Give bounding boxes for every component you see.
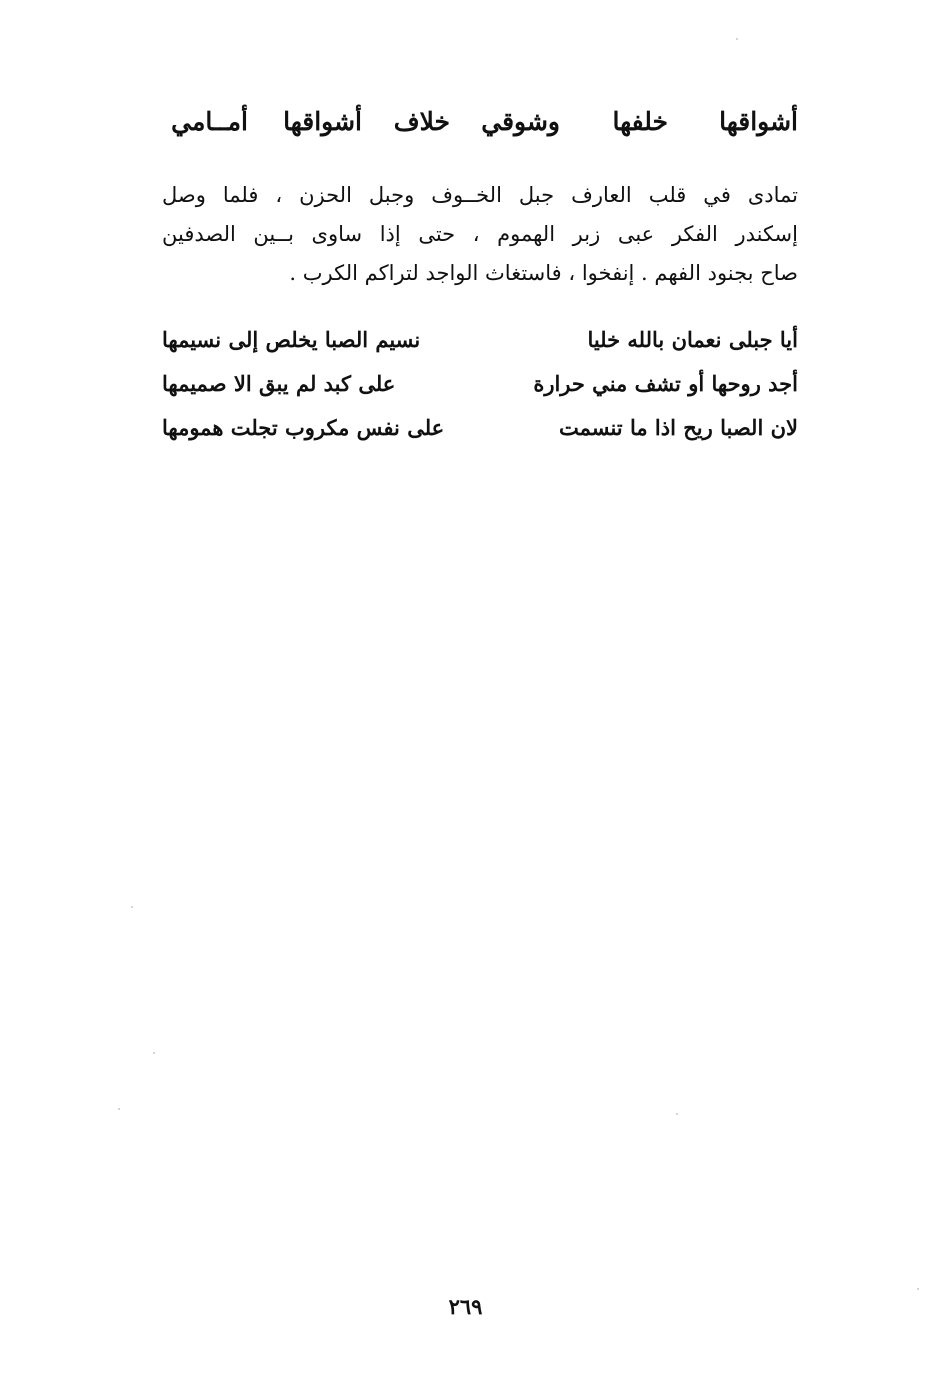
- verse: [162, 406, 798, 450]
- heading-word: خلاف: [393, 107, 450, 136]
- heading-word: أشواقها: [283, 107, 362, 136]
- scan-speck: [917, 1288, 919, 1290]
- verse: [162, 362, 798, 406]
- prose-line: تمادى في قلب العارف جبل الخــوف وجبل الحزن ، فلما وصل: [162, 183, 798, 207]
- verse-second-hemistich: على كبد لم يبق الا صميمها: [162, 371, 396, 396]
- prose-paragraph: [162, 176, 798, 293]
- verse-first-hemistich: أجد روحها أو تشف مني حرارة: [533, 371, 798, 396]
- heading-word: خلفها: [612, 107, 668, 136]
- prose-line: صاح بجنود الفهم . إنفخوا ، فاستغاث الواجد لتراكم الكرب .: [289, 261, 798, 285]
- scan-speck: [118, 1108, 120, 1110]
- heading-word: وشوقي: [481, 107, 560, 136]
- verse: [162, 318, 798, 362]
- scan-speck: [736, 38, 738, 40]
- scan-speck: [676, 1113, 678, 1115]
- verse-heading: [162, 100, 798, 144]
- page-number: ٢٦٩: [448, 1294, 483, 1319]
- scan-speck: [153, 1052, 155, 1054]
- heading-word: أمــامي: [171, 107, 248, 136]
- scan-speck: [131, 906, 133, 908]
- verse-first-hemistich: أيا جبلى نعمان بالله خليا: [587, 327, 798, 352]
- verse-second-hemistich: على نفس مكروب تجلت همومها: [162, 415, 445, 440]
- poem: [162, 318, 798, 450]
- verse-first-hemistich: لان الصبا ريح اذا ما تنسمت: [558, 415, 798, 440]
- verse-second-hemistich: نسيم الصبا يخلص إلى نسيمها: [162, 327, 421, 352]
- heading-word: أشواقها: [719, 107, 798, 136]
- prose-line: إسكندر الفكر عبى زبر الهموم ، حتى إذا ساوى بــين الصدفين: [162, 222, 798, 246]
